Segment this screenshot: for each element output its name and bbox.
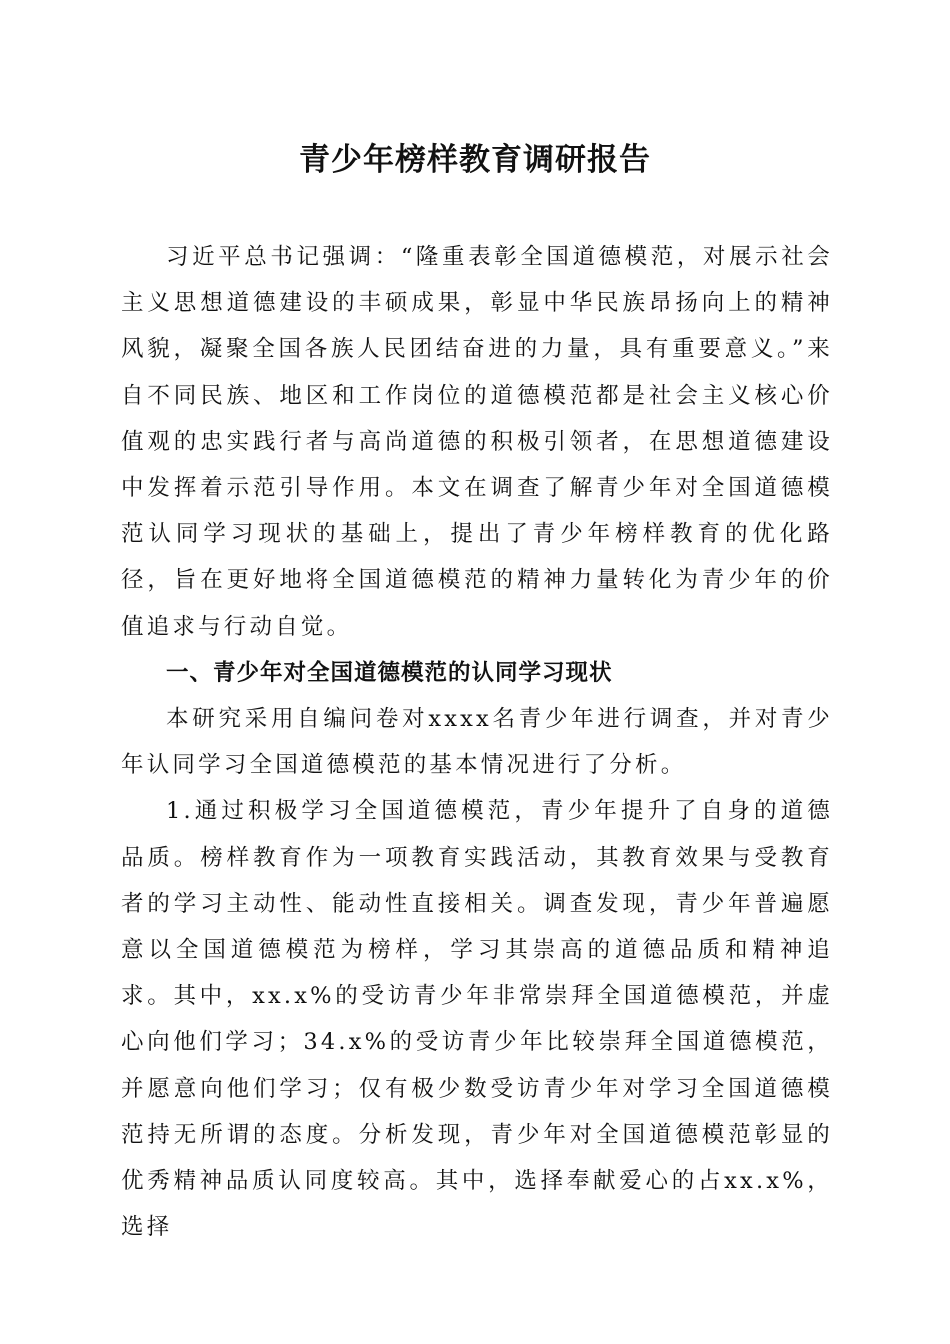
document-body — [121, 234, 833, 1250]
section-intro-paragraph: 本研究采用自编问卷对xxxx名青少年进行调查，并对青少年认同学习全国道德模范的基本情况进行了分析。 — [121, 706, 833, 779]
section-heading: 一、青少年对全国道德模范的认同学习现状 — [166, 659, 613, 686]
point-1-paragraph: 1.通过积极学习全国道德模范，青少年提升了自身的道德品质。榜样教育作为一项教育实践活动，其教育效果与受教育者的学习主动性、能动性直接相关。调查发现，青少年普遍愿意以全国道德模范为榜样，学习其崇高的道德品质和精神追求。其中，xx.x%的受访青少年非常崇拜全国道德模范，并虚心向他们学习；34.x%的受访青少年比较崇拜全国道德模范，并愿意向他们学习；仅有极少数受访青少年对学习全国道德模范持无所谓的态度。分析发现，青少年对全国道德模范彰显的优秀精神品质认同度较高。其中，选择奉献爱心的占xx.x%，选择 — [121, 798, 833, 1241]
intro-paragraph: 习近平总书记强调：“隆重表彰全国道德模范，对展示社会主义思想道德建设的丰硕成果，彰显中华民族昂扬向上的精神风貌，凝聚全国各族人民团结奋进的力量，具有重要意义。”来自不同民族、地区和工作岗位的道德模范都是社会主义核心价值观的忠实践行者与高尚道德的积极引领者，在思想道德建设中发挥着示范引导作用。本文在调查了解青少年对全国道德模范认同学习现状的基础上，提出了青少年榜样教育的优化路径，旨在更好地将全国道德模范的精神力量转化为青少年的价值追求与行动自觉。 — [121, 244, 833, 640]
document-title: 青少年榜样教育调研报告 — [299, 142, 651, 178]
